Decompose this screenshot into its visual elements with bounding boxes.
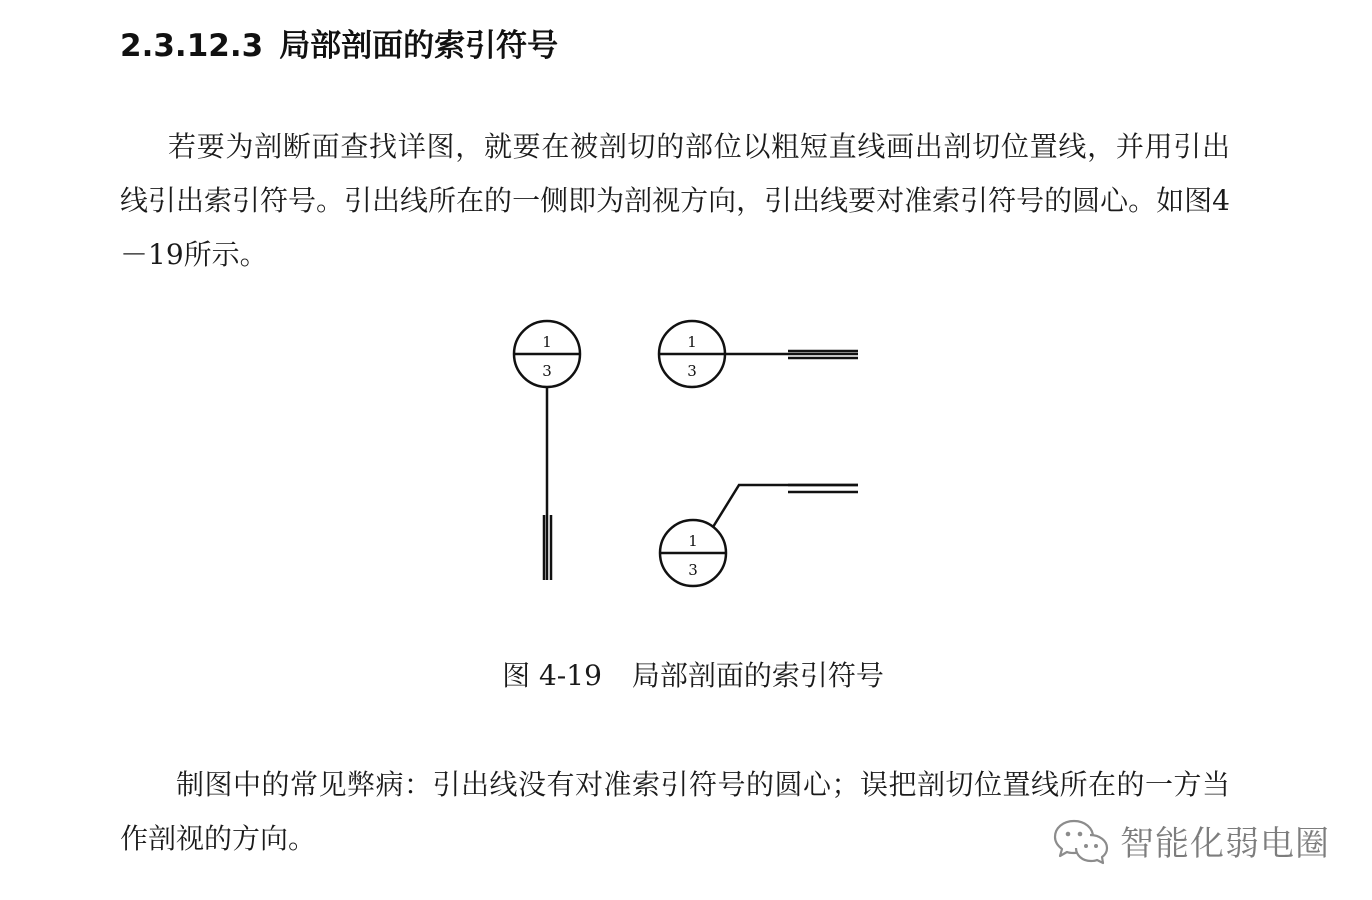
figure-title: 局部剖面的索引符号	[631, 659, 884, 692]
index-symbol-horizontal-leader	[659, 321, 858, 387]
index-symbol-figure	[490, 310, 890, 600]
watermark-text: 智能化弱电圈	[1120, 823, 1330, 864]
section-heading	[120, 22, 558, 70]
detail-number: 1	[542, 333, 552, 351]
watermark	[1052, 812, 1330, 868]
figure-number: 图 4-19	[502, 659, 602, 692]
figure-caption	[0, 652, 1372, 700]
detail-number: 1	[688, 532, 698, 550]
section-title: 局部剖面的索引符号	[279, 28, 559, 64]
body-paragraph-common-mistakes: 制图中的常见弊病：引出线没有对准索引符号的圆心；误把剖切位置线所在的一方当作剖视的方向。	[120, 768, 1230, 855]
section-number: 2.3.12.3	[120, 28, 264, 64]
index-symbol-angled-leader	[660, 485, 858, 586]
sheet-number: 3	[542, 362, 552, 380]
wechat-logo-icon	[1052, 815, 1110, 865]
figure-drawing	[490, 310, 890, 600]
sheet-number: 3	[687, 362, 697, 380]
sheet-number: 3	[688, 561, 698, 579]
body-paragraph: 若要为剖断面查找详图，就要在被剖切的部位以粗短直线画出剖切位置线，并用引出线引出索引符号。引出线所在的一侧即为剖视方向，引出线要对准索引符号的圆心。如图4－19所示。	[120, 130, 1230, 271]
detail-number: 1	[687, 333, 697, 351]
index-symbol-vertical-leader	[514, 321, 580, 580]
